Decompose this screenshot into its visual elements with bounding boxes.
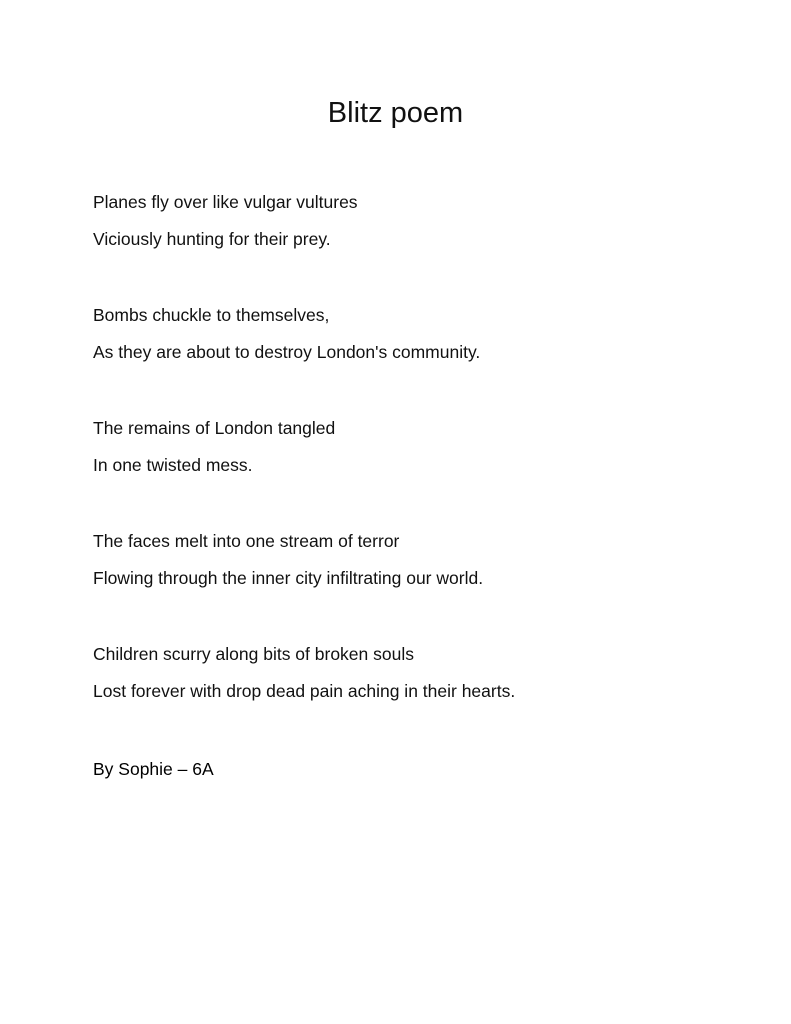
poem-line: Bombs chuckle to themselves, xyxy=(93,305,330,325)
poem-line: The remains of London tangled xyxy=(93,418,336,438)
poem-title: Blitz poem xyxy=(327,97,464,129)
poem-line: As they are about to destroy London's community. xyxy=(93,342,481,362)
poem-line: In one twisted mess. xyxy=(93,455,253,475)
poem-line: Lost forever with drop dead pain aching in their hearts. xyxy=(93,681,516,701)
poem-line: Planes fly over like vulgar vultures xyxy=(93,192,358,212)
poem-line: Children scurry along bits of broken souls xyxy=(93,644,414,664)
poem-line: The faces melt into one stream of terror xyxy=(93,531,400,551)
poem-line: Viciously hunting for their prey. xyxy=(93,229,331,249)
author-credit: By Sophie – 6A xyxy=(93,759,214,779)
poem-line: Flowing through the inner city infiltrating our world. xyxy=(93,568,484,588)
